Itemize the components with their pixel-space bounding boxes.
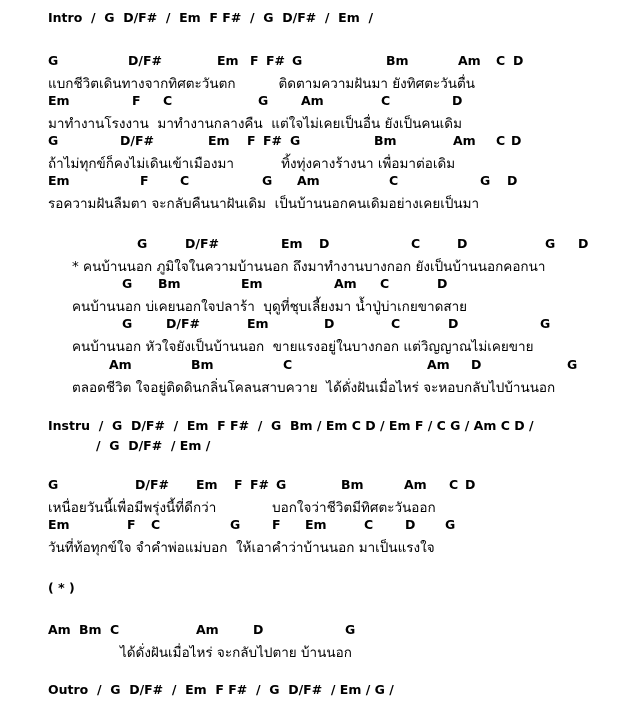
chord: D bbox=[452, 93, 463, 108]
chord: Em bbox=[305, 517, 327, 532]
chord: F bbox=[140, 173, 149, 188]
lyric-line bbox=[0, 192, 620, 212]
chord: G bbox=[345, 622, 356, 637]
chord: Am bbox=[334, 276, 357, 291]
chord: Bm bbox=[341, 477, 364, 492]
chord: D/F# bbox=[128, 53, 162, 68]
chord: G bbox=[48, 53, 59, 68]
chord: G bbox=[545, 236, 556, 251]
chord: G bbox=[122, 276, 133, 291]
chord: C bbox=[381, 93, 391, 108]
chord: Em bbox=[196, 477, 218, 492]
chord: G bbox=[276, 477, 287, 492]
lyric-line bbox=[0, 376, 620, 396]
chord: Em bbox=[48, 517, 70, 532]
lyric-line bbox=[0, 536, 620, 556]
chord: C bbox=[163, 93, 173, 108]
instru-chords-1: Instru / G D/F# / Em F F# / G Bm / Em C D / Em F / C G / Am C D / bbox=[48, 418, 534, 433]
chorus-repeat-line bbox=[0, 580, 620, 600]
lyric-text: * คนบ้านนอก ภูมิใจในความบ้านนอก ถึงมาทำงานบางกอก ยังเป็นบ้านนอกคอกนา bbox=[72, 259, 546, 275]
chord: Em bbox=[48, 173, 70, 188]
chord: C bbox=[496, 53, 506, 68]
chord: Am bbox=[404, 477, 427, 492]
chord: Em bbox=[281, 236, 303, 251]
chord: G bbox=[137, 236, 148, 251]
chord: Bm bbox=[158, 276, 181, 291]
chord: Am bbox=[297, 173, 320, 188]
chord: F# bbox=[250, 477, 270, 492]
chord: D bbox=[507, 173, 518, 188]
chord: Am bbox=[301, 93, 324, 108]
chord: Bm bbox=[79, 622, 102, 637]
chord-line bbox=[0, 357, 620, 377]
chord: F# bbox=[263, 133, 283, 148]
chord-line bbox=[0, 236, 620, 256]
chord: G bbox=[445, 517, 456, 532]
chord: D bbox=[448, 316, 459, 331]
chord: G bbox=[48, 133, 59, 148]
chord: G bbox=[567, 357, 578, 372]
chord: C bbox=[380, 276, 390, 291]
chord: G bbox=[122, 316, 133, 331]
instru-chords-2: / G D/F# / Em / bbox=[96, 438, 211, 453]
chord: D bbox=[324, 316, 335, 331]
lyric-text: ได้ดั่งฝันเมื่อไหร่ จะกลับไปตาย บ้านนอก bbox=[120, 645, 352, 661]
lyric-line bbox=[0, 295, 620, 315]
lyric-text: ตลอดชีวิต ใจอยู่ติดดินกลิ่นโคลนสาบควาย ได้ดั่งฝันเมื่อไหร่ จะหอบกลับไปบ้านนอก bbox=[72, 380, 556, 396]
lyric-line bbox=[0, 152, 620, 172]
chord: Em bbox=[241, 276, 263, 291]
chord: D bbox=[513, 53, 524, 68]
chord: D bbox=[437, 276, 448, 291]
chord: D bbox=[253, 622, 264, 637]
chord: F bbox=[272, 517, 281, 532]
chord: Em bbox=[48, 93, 70, 108]
chord: G bbox=[540, 316, 551, 331]
chord-line bbox=[0, 133, 620, 153]
lyric-text: วันที่ท้อทุกข์ใจ จำคำพ่อแม่บอก ให้เอาคำว่าบ้านนอก มาเป็นแรงใจ bbox=[48, 540, 435, 556]
chord: F bbox=[127, 517, 136, 532]
chord-line bbox=[0, 517, 620, 537]
chord: Em bbox=[217, 53, 239, 68]
chord: F bbox=[132, 93, 141, 108]
chord: C bbox=[283, 357, 293, 372]
intro-chords: Intro / G D/F# / Em F F# / G D/F# / Em / bbox=[48, 10, 374, 25]
chord: D bbox=[319, 236, 330, 251]
lyric-line bbox=[0, 496, 620, 516]
chord: Bm bbox=[191, 357, 214, 372]
outro-line bbox=[0, 682, 620, 702]
chord-line bbox=[0, 622, 620, 642]
chord: C bbox=[411, 236, 421, 251]
chord: F bbox=[250, 53, 259, 68]
lyric-text: รอความฝันลืมตา จะกลับคืนนาฝันเดิม เป็นบ้านนอกคนเดิมอย่างเคยเป็นมา bbox=[48, 196, 480, 212]
chord: D bbox=[471, 357, 482, 372]
chord: G bbox=[48, 477, 59, 492]
chord: D bbox=[457, 236, 468, 251]
chord: G bbox=[262, 173, 273, 188]
lyric-text: มาทำงานโรงงาน มาทำงานกลางคืน แต่ใจไม่เคยเป็นอื่น ยังเป็นคนเดิม bbox=[48, 116, 462, 132]
lyric-text: เหนื่อยวันนี้เพื่อมีพรุ่งนี้ที่ดีกว่า บอกใจว่าชีวิตมีทิศตะวันออก bbox=[48, 500, 436, 516]
instru-line-1 bbox=[0, 418, 620, 438]
chord: D/F# bbox=[120, 133, 154, 148]
chord: C bbox=[496, 133, 506, 148]
chord: F bbox=[234, 477, 243, 492]
intro-line bbox=[0, 10, 620, 30]
chord: D bbox=[465, 477, 476, 492]
chorus-repeat-marker: ( * ) bbox=[48, 580, 75, 595]
chord: C bbox=[151, 517, 161, 532]
chord: Bm bbox=[374, 133, 397, 148]
chord: D bbox=[578, 236, 589, 251]
chord: Am bbox=[48, 622, 71, 637]
chord: Am bbox=[109, 357, 132, 372]
lyric-line bbox=[0, 335, 620, 355]
chord: F# bbox=[266, 53, 286, 68]
chord: C bbox=[180, 173, 190, 188]
chord: C bbox=[389, 173, 399, 188]
chord-line bbox=[0, 93, 620, 113]
chord-line bbox=[0, 53, 620, 73]
chord: G bbox=[290, 133, 301, 148]
instru-line-2 bbox=[0, 438, 620, 458]
chord: Bm bbox=[386, 53, 409, 68]
lyric-line bbox=[0, 641, 620, 661]
lyric-text: คนบ้านนอก หัวใจยังเป็นบ้านนอก ขายแรงอยู่ในบางกอก แต่วิญญาณไม่เคยขาย bbox=[72, 339, 534, 355]
lyric-text: คนบ้านนอก บ่เคยนอกใจปลาร้า บุดูที่ชุบเลี้ยงมา น้ำปู่บ่าเกยขาดสาย bbox=[72, 299, 468, 315]
outro-chords: Outro / G D/F# / Em F F# / G D/F# / Em / G / bbox=[48, 682, 394, 697]
chord: G bbox=[292, 53, 303, 68]
chord: Am bbox=[453, 133, 476, 148]
lyric-text: ถ้าไม่ทุกข์ก็คงไม่เดินเข้าเมืองมา ทิ้งทุ่งคางร้างนา เพื่อมาต่อเดิม bbox=[48, 156, 456, 172]
chord: G bbox=[480, 173, 491, 188]
chord: C bbox=[364, 517, 374, 532]
chord: Em bbox=[208, 133, 230, 148]
chord-line bbox=[0, 276, 620, 296]
chord: D/F# bbox=[185, 236, 219, 251]
chord: Am bbox=[427, 357, 450, 372]
chord-line bbox=[0, 477, 620, 497]
lyric-line bbox=[0, 72, 620, 92]
chord: C bbox=[449, 477, 459, 492]
chord: D bbox=[511, 133, 522, 148]
chord: F bbox=[247, 133, 256, 148]
chord: Am bbox=[458, 53, 481, 68]
chord: Em bbox=[247, 316, 269, 331]
chord: C bbox=[391, 316, 401, 331]
lyric-line bbox=[0, 112, 620, 132]
chord: C bbox=[110, 622, 120, 637]
chord: G bbox=[258, 93, 269, 108]
chord: D/F# bbox=[166, 316, 200, 331]
chord: D bbox=[405, 517, 416, 532]
lyric-line bbox=[0, 255, 620, 275]
chord: Am bbox=[196, 622, 219, 637]
lyric-text: แบกชีวิตเดินทางจากทิศตะวันตก ติดตามความฝันมา ยังทิศตะวันตื่น bbox=[48, 76, 476, 92]
chord-line bbox=[0, 316, 620, 336]
chord: G bbox=[230, 517, 241, 532]
chord-line bbox=[0, 173, 620, 193]
chord: D/F# bbox=[135, 477, 169, 492]
